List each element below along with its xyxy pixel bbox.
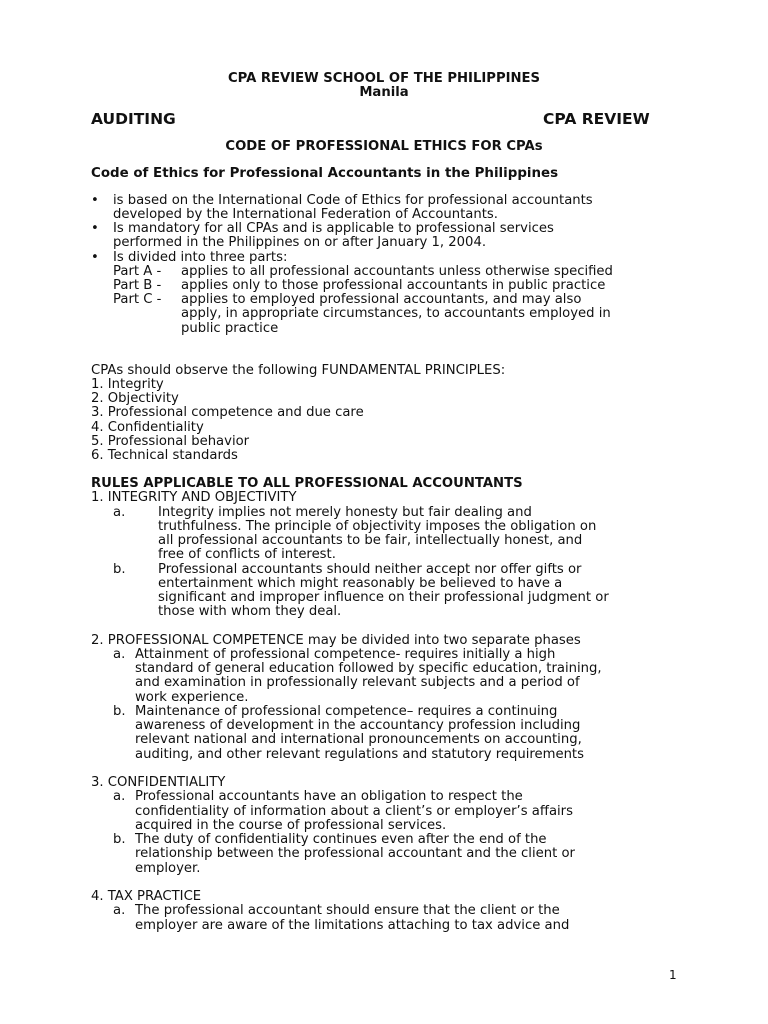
bullet-line: is based on the International Code of Ethics for professional accountants xyxy=(113,193,593,208)
item-label: b. xyxy=(113,562,126,577)
bullet-marker: • xyxy=(91,221,99,236)
item-text: entertainment which might reasonably be believed to have a xyxy=(158,576,563,591)
intro-heading: Code of Ethics for Professional Accountants in the Philippines xyxy=(91,166,559,181)
bullet-marker: • xyxy=(91,193,99,208)
item-text: and examination in professionally relevant subjects and a period of xyxy=(135,675,580,690)
item-text: all professional accountants to be fair, intellectually honest, and xyxy=(158,533,583,548)
school-name: CPA REVIEW SCHOOL OF THE PHILIPPINES xyxy=(227,71,541,86)
item-text: acquired in the course of professional services. xyxy=(135,818,447,833)
section-title: 3. CONFIDENTIALITY xyxy=(91,775,226,790)
item-text: employer are aware of the limitations attaching to tax advice and xyxy=(135,918,570,933)
item-text: employer. xyxy=(135,861,201,876)
item-text: truthfulness. The principle of objectivity imposes the obligation on xyxy=(158,519,597,534)
section-title: 4. TAX PRACTICE xyxy=(91,889,202,904)
page-number: 1 xyxy=(669,968,677,982)
section-title: 2. PROFESSIONAL COMPETENCE may be divided into two separate phases xyxy=(91,633,581,648)
item-text: relationship between the professional accountant and the client or xyxy=(135,846,575,861)
bullet-line: Is mandatory for all CPAs and is applicable to professional services xyxy=(113,221,554,236)
part-label: Part A - xyxy=(113,264,162,279)
part-text: applies to all professional accountants unless otherwise specified xyxy=(181,264,613,279)
part-text: applies to employed professional accountants, and may also xyxy=(181,292,582,307)
item-label: a. xyxy=(113,505,126,520)
item-text: The professional accountant should ensure that the client or the xyxy=(135,903,560,918)
item-text: relevant national and international pronouncements on accounting, xyxy=(135,732,582,747)
part-label: Part B - xyxy=(113,278,162,293)
rules-heading: RULES APPLICABLE TO ALL PROFESSIONAL ACCOUNTANTS xyxy=(91,476,523,491)
bullet-line: developed by the International Federation of Accountants. xyxy=(113,207,498,222)
item-text: significant and improper influence on their professional judgment or xyxy=(158,590,609,605)
principle-item: 1. Integrity xyxy=(91,377,164,392)
item-label: a. xyxy=(113,789,126,804)
bullet-marker: • xyxy=(91,250,99,265)
item-label: a. xyxy=(113,903,126,918)
bullet-line: performed in the Philippines on or after January 1, 2004. xyxy=(113,235,487,250)
principle-item: 2. Objectivity xyxy=(91,391,179,406)
subject-title: AUDITING xyxy=(91,110,176,128)
bullet-line: Is divided into three parts: xyxy=(113,250,288,265)
item-text: auditing, and other relevant regulations and statutory requirements xyxy=(135,747,584,762)
part-text: apply, in appropriate circumstances, to accountants employed in xyxy=(181,306,611,321)
school-city: Manila xyxy=(359,85,409,100)
principle-item: 4. Confidentiality xyxy=(91,420,204,435)
item-text: those with whom they deal. xyxy=(158,604,342,619)
item-text: Integrity implies not merely honesty but fair dealing and xyxy=(158,505,532,520)
principles-lead: CPAs should observe the following FUNDAMENTAL PRINCIPLES: xyxy=(91,363,506,378)
item-text: awareness of development in the accountancy profession including xyxy=(135,718,581,733)
item-text: Professional accountants have an obligation to respect the xyxy=(135,789,523,804)
item-text: standard of general education followed by specific education, training, xyxy=(135,661,602,676)
item-label: b. xyxy=(113,832,126,847)
item-text: The duty of confidentiality continues even after the end of the xyxy=(135,832,547,847)
item-text: Attainment of professional competence- requires initially a high xyxy=(135,647,556,662)
item-text: confidentiality of information about a client’s or employer’s affairs xyxy=(135,804,573,819)
section-title: 1. INTEGRITY AND OBJECTIVITY xyxy=(91,490,297,505)
item-text: Maintenance of professional competence– requires a continuing xyxy=(135,704,558,719)
course-title: CPA REVIEW xyxy=(543,110,650,128)
part-label: Part C - xyxy=(113,292,162,307)
item-label: b. xyxy=(113,704,126,719)
item-label: a. xyxy=(113,647,126,662)
item-text: free of conflicts of interest. xyxy=(158,547,336,562)
part-text: public practice xyxy=(181,321,279,336)
document-title: CODE OF PROFESSIONAL ETHICS FOR CPAs xyxy=(225,139,543,154)
principle-item: 3. Professional competence and due care xyxy=(91,405,364,420)
item-text: work experience. xyxy=(135,690,249,705)
part-text: applies only to those professional accountants in public practice xyxy=(181,278,606,293)
principle-item: 6. Technical standards xyxy=(91,448,238,463)
item-text: Professional accountants should neither accept nor offer gifts or xyxy=(158,562,582,577)
principle-item: 5. Professional behavior xyxy=(91,434,250,449)
